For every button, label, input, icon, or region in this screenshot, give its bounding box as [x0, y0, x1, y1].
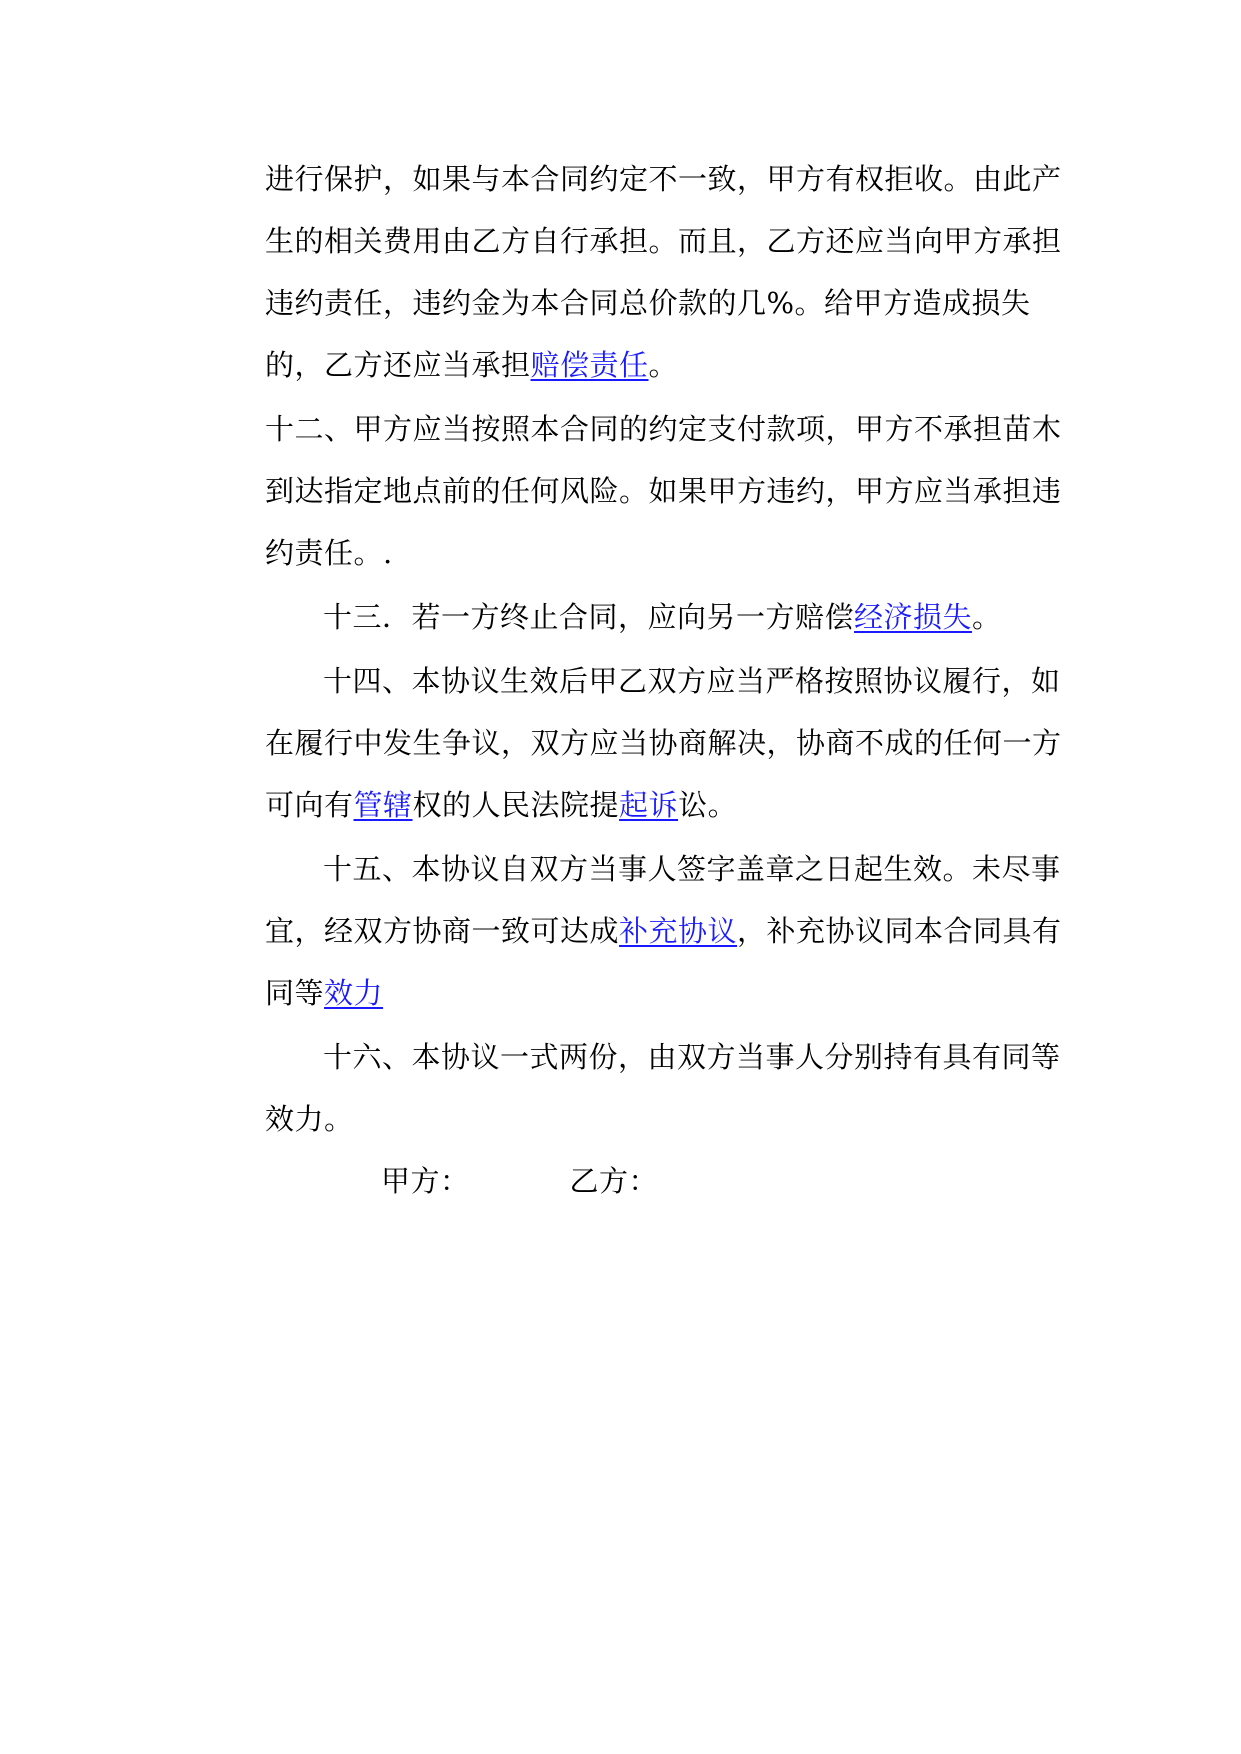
clause-text: ，补充协议同本合同具有同等: [265, 914, 1062, 1010]
clause-text: 十二、甲方应当按照本合同的约定支付款项，甲方不承担苗木到达指定地点前的任何风险。如果甲方违约，甲方应当承担违约责任。.: [265, 412, 1062, 570]
clause-text: 进行保护，如果与本合同约定不一致，甲方有权拒收。由此产生的相关费用由乙方自行承担。而且，乙方还应当向甲方承担违约责任，违约金为本合同总价款的几%。给甲方造成损失的，乙方还应当承担: [265, 162, 1062, 382]
clause-paragraph: [265, 398, 1065, 584]
clause-list: [265, 148, 1065, 1150]
clause-paragraph: [265, 586, 1065, 648]
clause-text: 。: [972, 600, 1002, 634]
term-link[interactable]: 起诉: [619, 788, 679, 822]
clause-text: 十三．若一方终止合同，应向另一方赔偿: [323, 600, 855, 634]
clause-text: 权的人民法院提: [412, 788, 620, 822]
clause-paragraph: [265, 838, 1065, 1024]
term-link[interactable]: 管辖: [353, 788, 413, 822]
clause-text: 十六、本协议一式两份，由双方当事人分别持有具有同等效力。: [265, 1040, 1061, 1136]
party-b-signature-label: 乙方：: [569, 1164, 659, 1198]
party-a-signature-label: 甲方：: [381, 1164, 470, 1198]
contract-body: [265, 148, 1065, 1212]
signature-line: [265, 1150, 1065, 1212]
clause-paragraph: [265, 148, 1065, 396]
clause-text: 讼。: [678, 788, 738, 822]
term-link[interactable]: 赔偿责任: [530, 348, 649, 382]
clause-text: 十五、本协议自双方当事人签字盖章之日起生效。未尽事宜，经双方协商一致可达成: [265, 852, 1061, 948]
clause-paragraph: [265, 650, 1065, 836]
clause-paragraph: [265, 1026, 1065, 1150]
term-link[interactable]: 经济损失: [854, 600, 973, 634]
clause-text: 。: [648, 348, 679, 382]
term-link[interactable]: 效力: [324, 976, 384, 1010]
term-link[interactable]: 补充协议: [619, 914, 738, 948]
clause-text: 十四、本协议生效后甲乙双方应当严格按照协议履行，如在履行中发生争议，双方应当协商解决，协商不成的任何一方可向有: [265, 664, 1062, 822]
